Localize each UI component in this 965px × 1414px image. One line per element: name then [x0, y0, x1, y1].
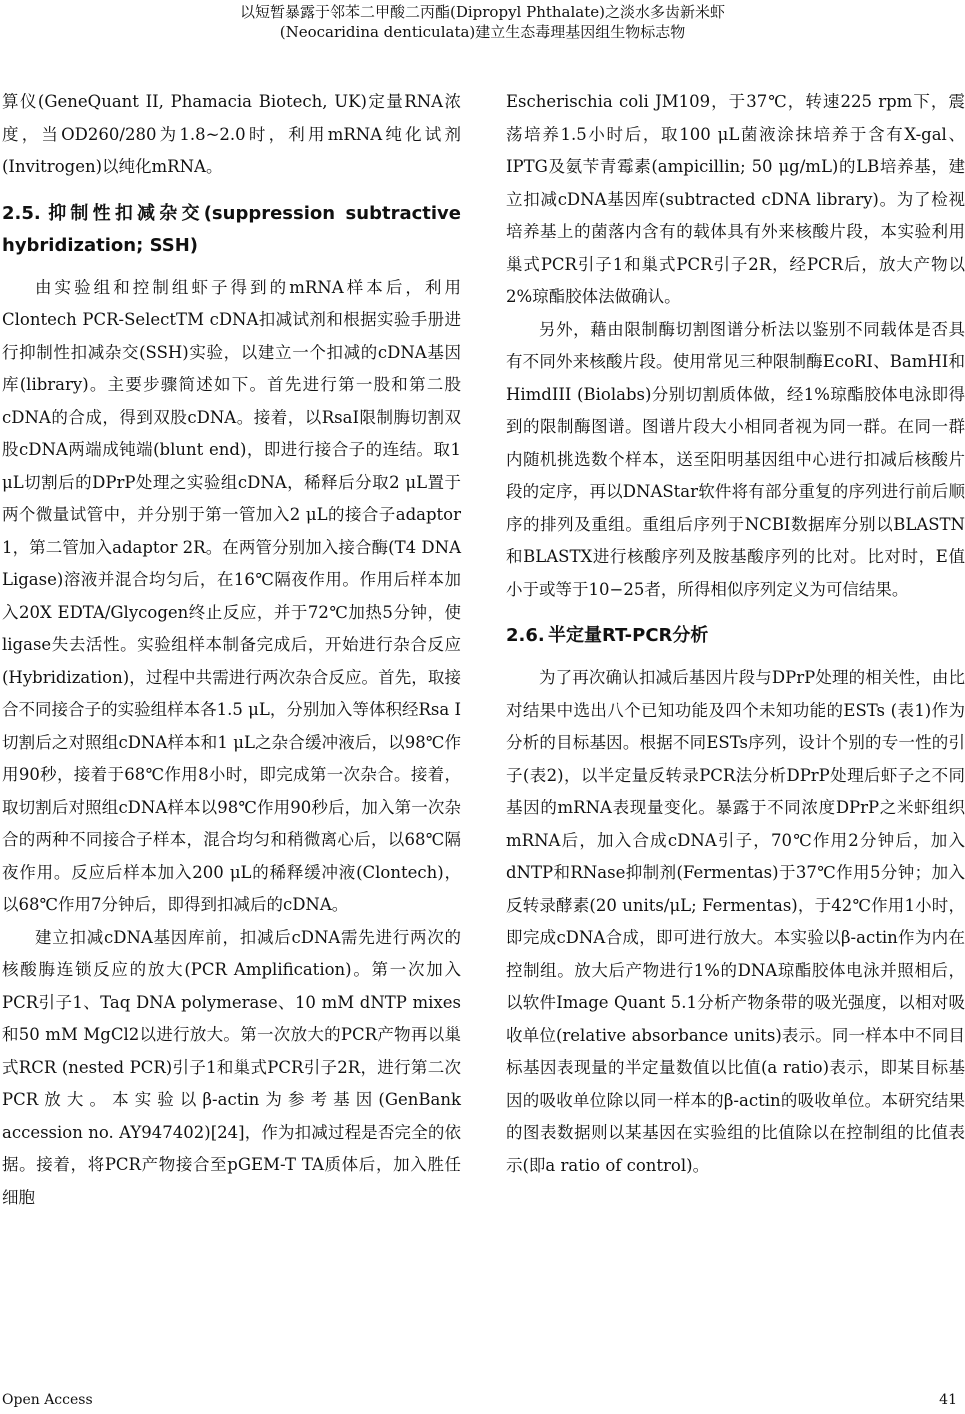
header-title-line1: 以短暂暴露于邻苯二甲酸二丙酯(Dipropyl Phthalate)之淡水多齿新米虾: [239, 3, 725, 21]
section-heading-2-5: [2, 198, 461, 262]
footer-open-access: Open Access: [2, 1392, 93, 1408]
right-column: [506, 86, 965, 1182]
paragraph-restriction-mapping: 另外，藉由限制酶切割图谱分析法以鉴别不同载体是否具有不同外来核酸片段。使用常见三种限制酶EcoRI、BamHI和HimdIII (Biolabs)分别切割质体做，经1%琼酯胶体电泳即得到的限制酶图谱。图谱片段大小相同者视为同一群。在同一群内随机挑选数个样本，送至阳明基因组中心进行扣减后核酸片段的定序，再以DNAStar软件将有部分重复的序列进行前后顺序的排列及重组。重组后序列于NCBI数据库分别以BLASTN和BLASTX进行核酸序列及胺基酸序列的比对。比对时，E值小于或等于10−25者，所得相似序列定义为可信结果。: [506, 319, 965, 599]
page-number: 41: [939, 1392, 957, 1408]
paragraph-ssh-method: 由实验组和控制组虾子得到的mRNA样本后，利用Clontech PCR-SelectTM cDNA扣减试剂和根据实验手册进行抑制性扣减杂交(SSH)实验，以建立一个扣减的cDNA基因库(library)。主要步骤简述如下。首先进行第一股和第二股cDNA的合成，得到双股cDNA。接着，以RsaI限制脢切割双股cDNA两端成钝端(blunt end)，即进行接合子的连结。取1 μL切割后的DPrP处理之实验组cDNA，稀释后分取2 μL置于两个微量试管中，并分别于第一管加入2 μL的接合子adaptor 1，第二管加入adaptor 2R。在两管分别加入接合酶(T4 DNA Ligase)溶液并混合均匀后，在16℃隔夜作用。作用后样本加入20X EDTA/Glycogen终止反应，并于72℃加热5分钟，使ligase失去活性。实验组样本制备完成后，开始进行杂合反应(Hybridization)，过程中共需进行两次杂合反应。首先，取接合不同接合子的实验组样本各1.5 μL，分别加入等体积经Rsa I切割后之对照组cDNA样本和1 μL之杂合缓冲液后，以98℃作用90秒，接着于68℃作用8小时，即完成第一次杂合。接着，取切割后对照组cDNA样本以98℃作用90秒后，加入第一次杂合的两种不同接合子样本，混合均匀和稍微离心后，以68℃隔夜作用。反应后样本加入200 μL的稀释缓冲液(Clontech)，以68℃作用7分钟后，即得到扣减后的cDNA。: [2, 277, 461, 914]
paragraph-rna-quant: 算仪(GeneQuant II, Phamacia Biotech, UK)定量RNA浓度，当OD260/280为1.8~2.0时，利用mRNA纯化试剂(Invitrogen)以纯化mRNA。: [2, 92, 461, 176]
section-title: 半定量RT-PCR分析: [548, 625, 709, 646]
paragraph-pcr-amplification: 建立扣减cDNA基因库前，扣减后cDNA需先进行两次的核酸脢连锁反应的放大(PCR Amplification)。第一次加入PCR引子1、Taq DNA polymerase、10 mM dNTP mixes和50 mM MgCl2以进行放大。第一次放大的PCR产物再以巢式RCR (nested PCR)引子1和巢式PCR引子2R，进行第二次PCR放大。本实验以β-actin为参考基因(GenBank accession no. AY947402)[24]，作为扣减过程是否完全的依据。接着，将PCR产物接合至pGEM-T TA质体后，加入胜任细胞: [2, 927, 461, 1207]
section-heading-2-6: [506, 620, 965, 652]
paragraph-rt-pcr: 为了再次确认扣减后基因片段与DPrP处理的相关性，由比对结果中选出八个已知功能及四个未知功能的ESTs (表1)作为分析的目标基因。根据不同ESTs序列，设计个别的专一性的引子(表2)，以半定量反转录PCR法分析DPrP处理后虾子之不同基因的mRNA表现量变化。暴露于不同浓度DPrP之米虾组织mRNA后，加入合成cDNA引子，70℃作用2分钟后，加入dNTP和RNase抑制剂(Fermentas)于37℃作用5分钟；加入反转录酵素(20 units/μL; Fermentas)，于42℃作用1小时，即完成cDNA合成，即可进行放大。本实验以β-actin作为内在控制组。放大后产物进行1%的DNA琼酯胶体电泳并照相后，以软件Image Quant 5.1分析产物条带的吸光强度，以相对吸收单位(relative absorbance units)表示。同一样本中不同目标基因表现量的半定量数值以比值(a ratio)表示，即某目标基因的吸收单位除以同一样本的β-actin的吸收单位。本研究结果的图表数据则以某基因在实验组的比值除以在控制组的比值表示(即a ratio of control)。: [506, 668, 965, 1175]
header-title-line2: (Neocaridina denticulata)建立生态毒理基因组生物标志物: [279, 23, 686, 41]
paragraph-library-culture: Escherischia coli JM109，于37℃，转速225 rpm下，震荡培养1.5小时后，取100 μL菌液涂抹培养于含有X-gal、IPTG及氨苄青霉素(ampicillin; 50 μg/mL)的LB培养基，建立扣减cDNA基因库(subtracted cDNA library)。为了检视培养基上的菌落内含有的载体具有外来核酸片段，本实验利用巢式PCR引子1和巢式PCR引子2R，经PCR后，放大产物以2%琼酯胶体法做确认。: [506, 92, 965, 306]
left-column: [2, 86, 461, 1214]
section-title: 抑制性扣减杂交(suppression subtractive hybridization; SSH): [2, 202, 461, 256]
running-header: [0, 0, 965, 42]
section-number: 2.5.: [2, 202, 41, 224]
section-number: 2.6.: [506, 625, 545, 646]
